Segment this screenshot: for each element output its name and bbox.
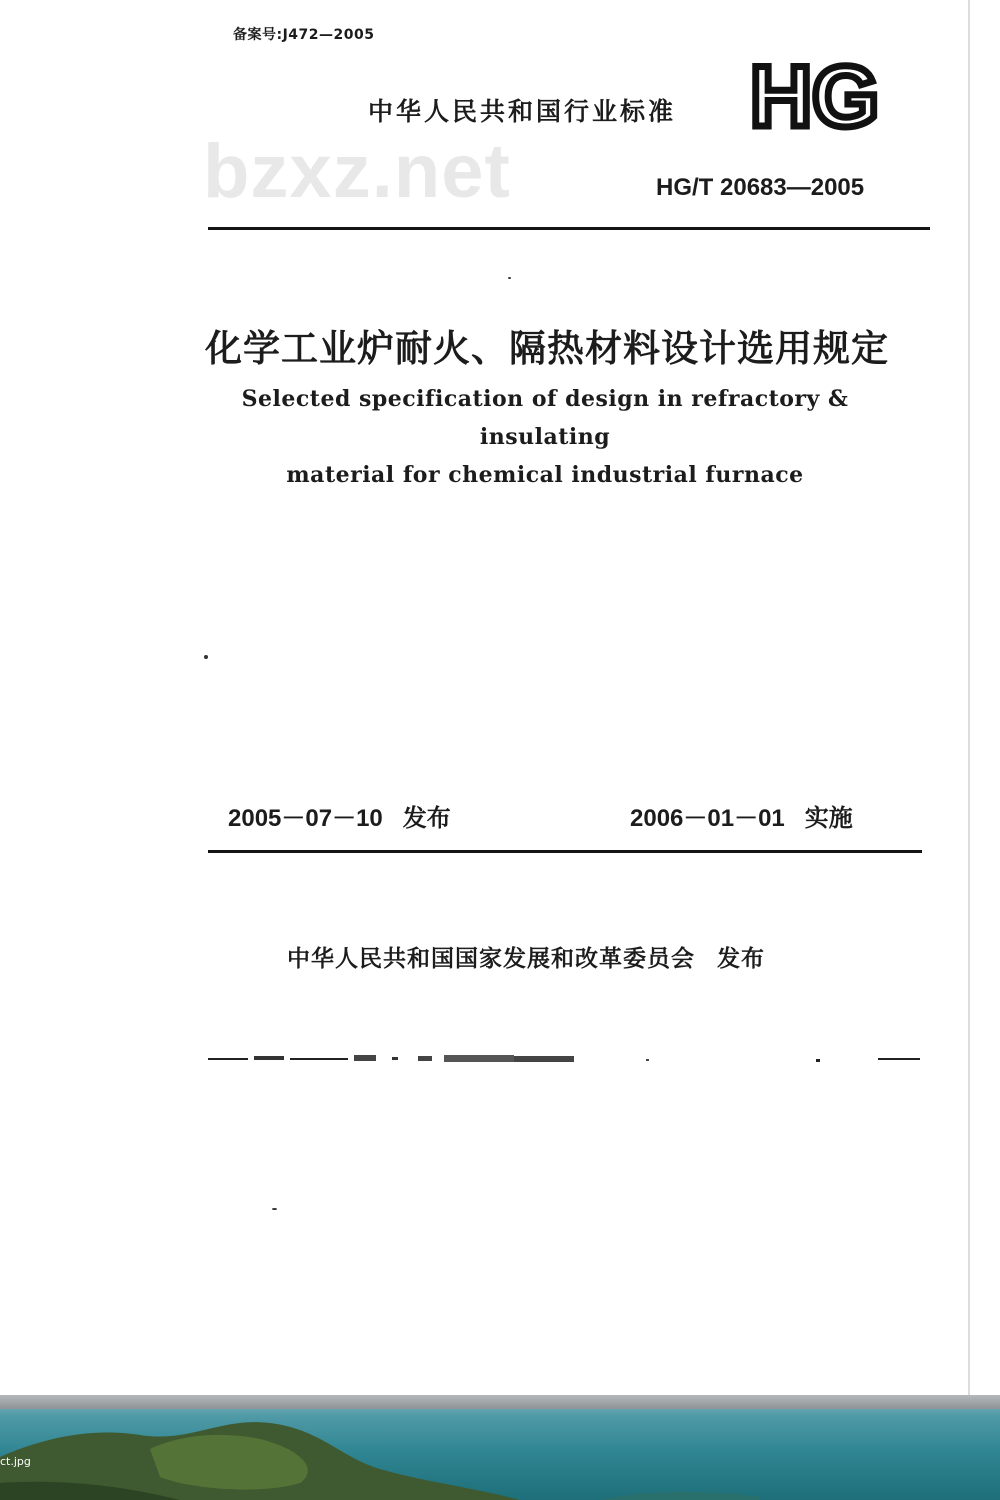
taskbar-file-label[interactable]: ct.jpg bbox=[0, 1455, 31, 1468]
implement-date: 2006－01－01 bbox=[630, 805, 785, 832]
implement-label: 实施 bbox=[804, 804, 853, 832]
issue-label: 发布 bbox=[402, 804, 451, 832]
page-edge bbox=[968, 0, 970, 1395]
hg-logo-icon bbox=[748, 54, 884, 134]
scan-speck bbox=[272, 1208, 277, 1210]
org-header: 中华人民共和国行业标准 bbox=[368, 97, 677, 126]
date-rule bbox=[208, 850, 922, 853]
record-number: 备案号:J472—2005 bbox=[233, 27, 375, 43]
scan-speck bbox=[508, 277, 511, 279]
title-chinese: 化学工业炉耐火、隔热材料设计选用规定 bbox=[205, 327, 889, 370]
island-landscape-icon bbox=[0, 1409, 1000, 1500]
scan-speck bbox=[204, 655, 208, 659]
scan-artifact-line bbox=[208, 1053, 920, 1063]
title-english bbox=[205, 380, 885, 494]
desktop-taskbar bbox=[0, 1395, 1000, 1500]
publisher bbox=[287, 940, 765, 973]
title-english-line-1: Selected specification of design in refractory & insulating bbox=[241, 386, 849, 450]
issue-date: 2005－07－10 bbox=[228, 805, 383, 832]
watermark: bzxz.net bbox=[203, 129, 511, 214]
publisher-name: 中华人民共和国国家发展和改革委员会 bbox=[287, 946, 695, 972]
title-english-line-2: material for chemical industrial furnace bbox=[286, 462, 804, 488]
logo-text: HG bbox=[750, 54, 879, 134]
implement-date-block bbox=[630, 798, 853, 833]
issue-date-block bbox=[228, 798, 451, 833]
taskbar-strip bbox=[0, 1395, 1000, 1409]
standard-number: HG/T 20683—2005 bbox=[656, 174, 865, 201]
header-rule bbox=[208, 227, 930, 230]
publisher-label: 发布 bbox=[717, 946, 765, 972]
